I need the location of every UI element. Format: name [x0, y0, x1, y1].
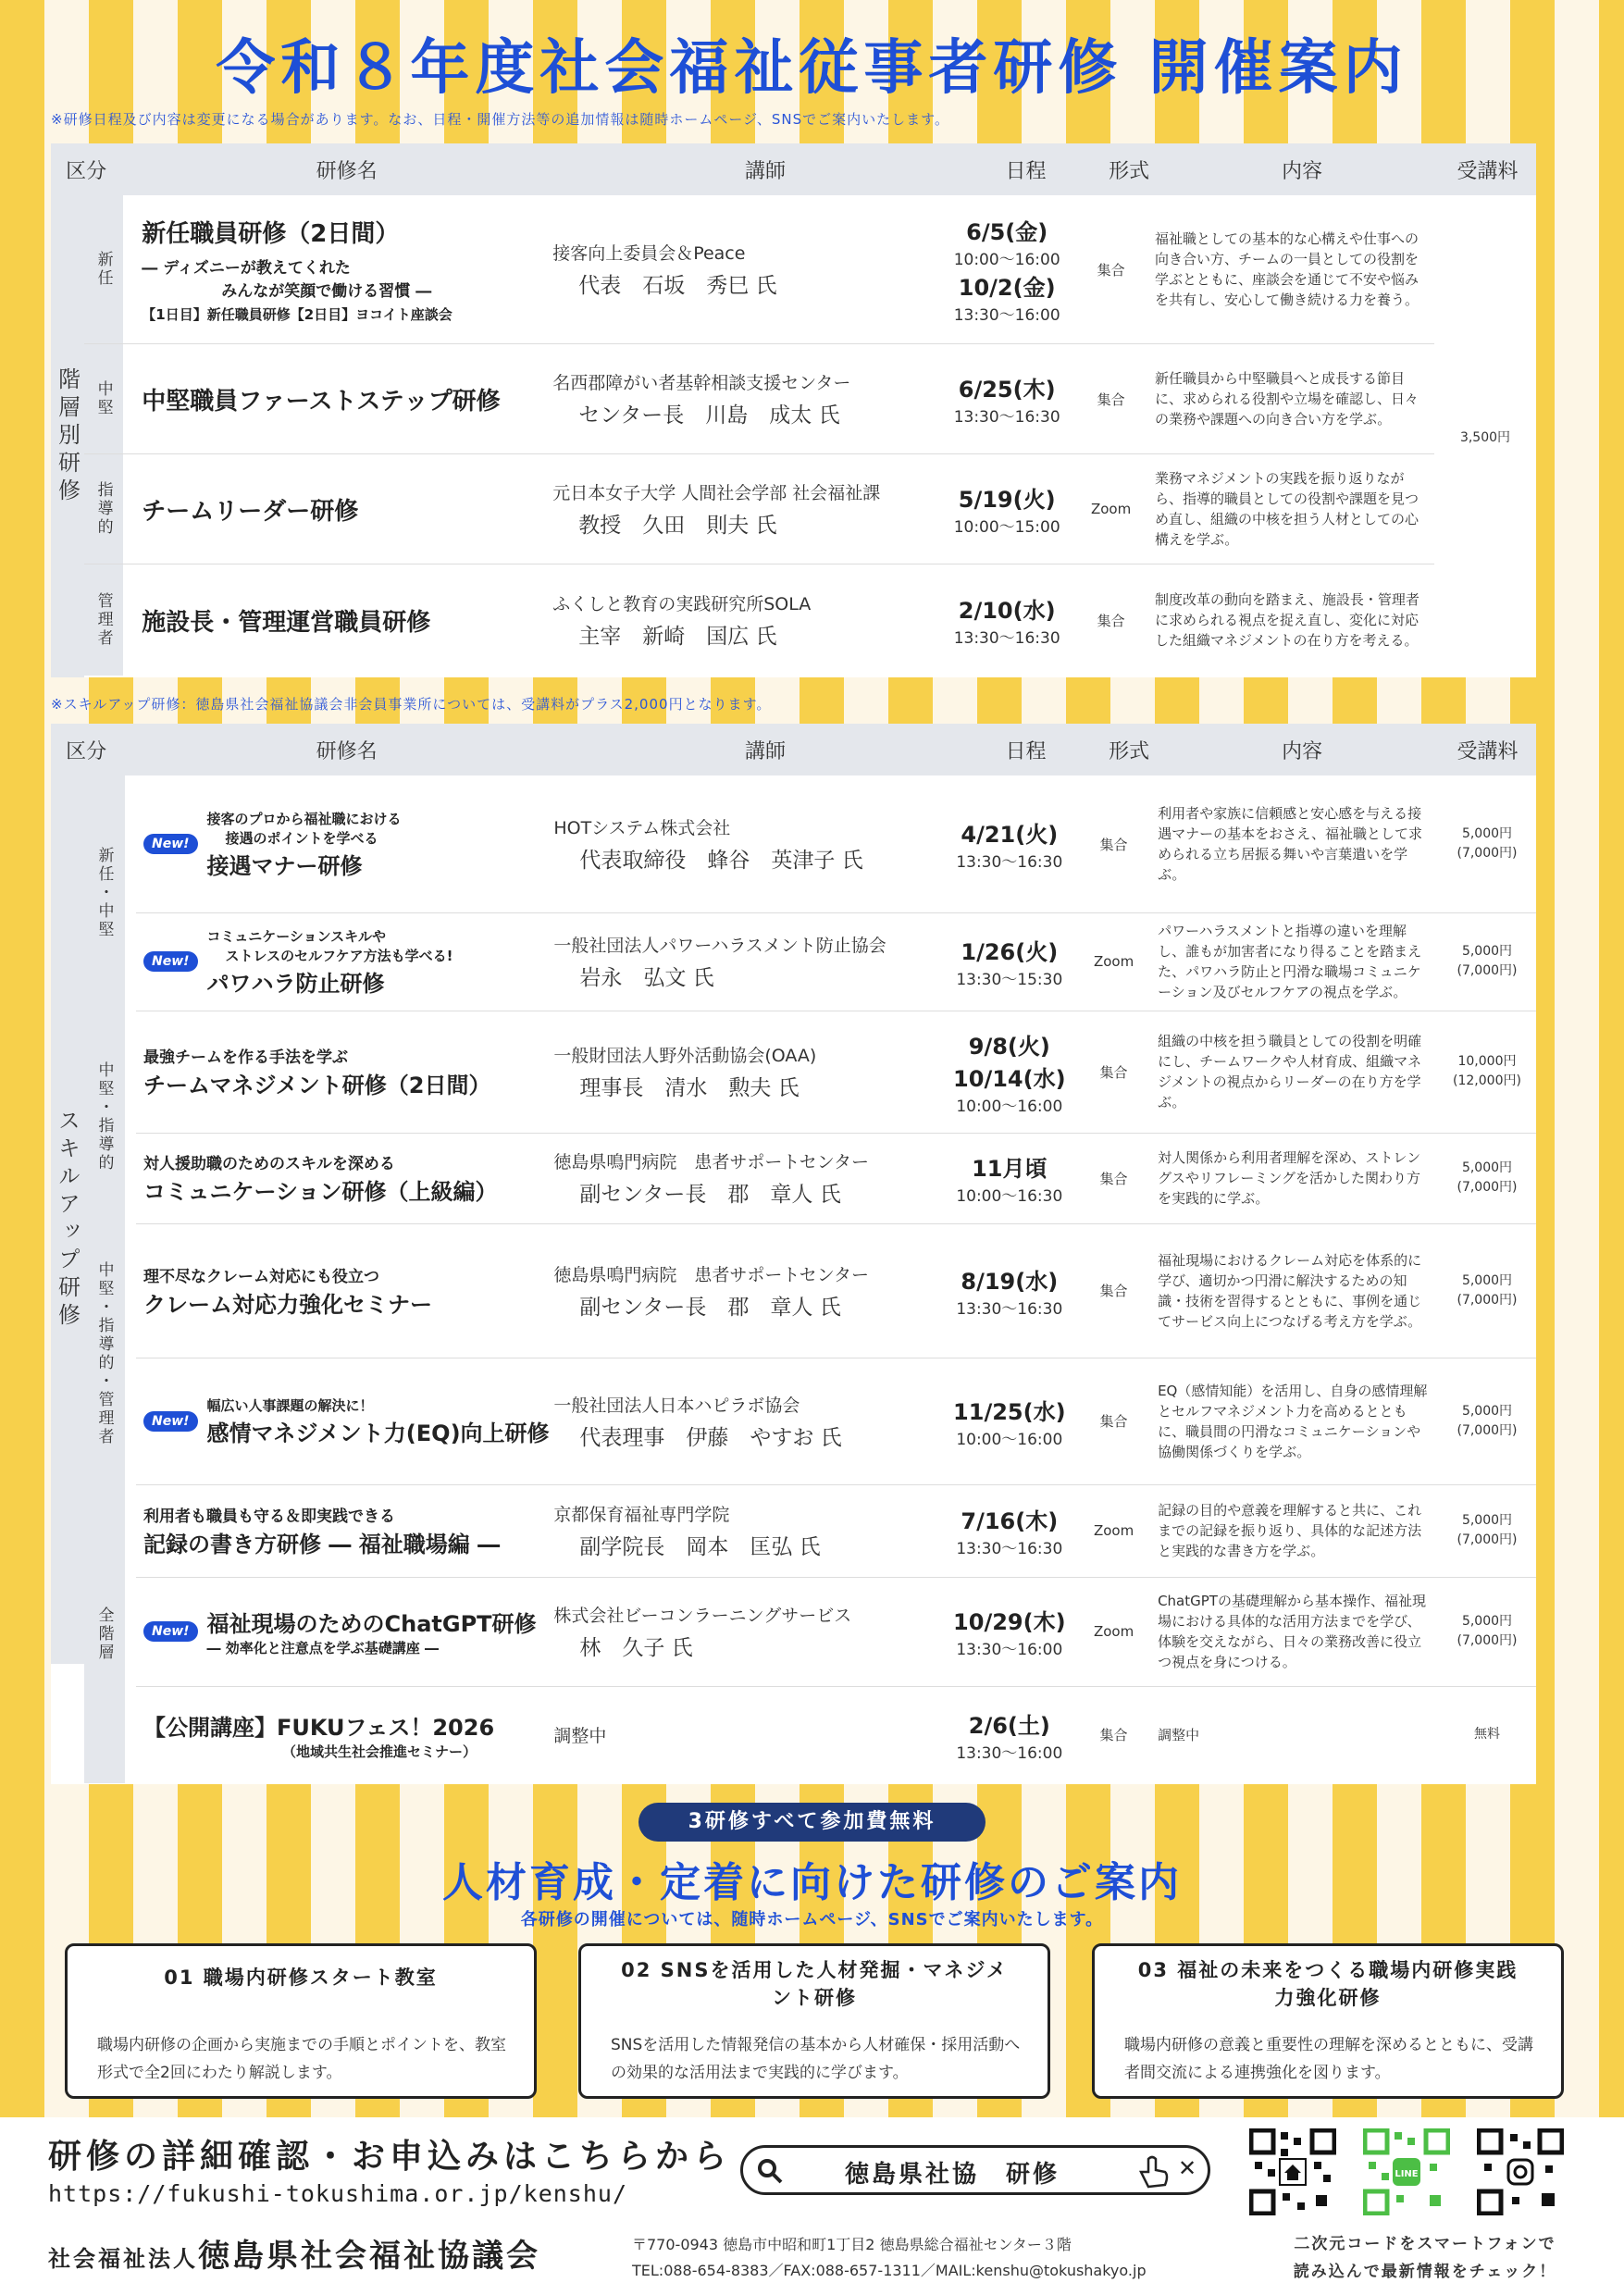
row-sub-category: 新任・中堅	[84, 775, 125, 1011]
lecturer: 一般社団法人日本ハピラボ協会 代表理事 伊藤 やすお 氏	[553, 1395, 842, 1450]
new-badge: New!	[143, 1411, 198, 1432]
course-name: 中堅職員ファーストステップ研修	[142, 387, 501, 416]
header-date: 日程	[1005, 159, 1047, 183]
new-badge: New!	[143, 951, 198, 972]
header-category: 区分	[66, 159, 107, 183]
qr-code-line[interactable]	[1363, 2128, 1450, 2215]
note-top: ※研修日程及び内容は変更になる場合があります。なお、日程・開催方法等の追加情報は随時ホームページ、SNSでご案内いたします。	[51, 111, 949, 128]
program-box-02	[578, 1943, 1050, 2099]
header-lecturer: 講師	[744, 739, 786, 763]
subtitle-note: 各研修の開催については、随時ホームページ、SNSでご案内いたします。	[520, 1910, 1104, 1929]
close-icon[interactable]: ✕	[1178, 2155, 1197, 2181]
footer-url[interactable]: https://fukushi-tokushima.or.jp/kenshu/	[48, 2180, 627, 2207]
row-sub-category: 全階層	[84, 1484, 125, 1784]
fee: 5,000円 (7,000円)	[1457, 1272, 1518, 1308]
header-fee: 受講料	[1457, 739, 1519, 763]
header-format: 形式	[1109, 739, 1150, 763]
schedule: 7/16(木) 13:30～16:30	[956, 1508, 1063, 1558]
lecturer: 一般財団法人野外活動協会(OAA) 理事長 清水 勲夫 氏	[553, 1046, 817, 1100]
lecturer: 調整中	[553, 1726, 607, 1746]
course-name: 新任職員研修（2日間） ― ディズニーが教えてくれた みんなが笑顔で働ける習慣 ― 【1日目】新任職員研修【2日目】ヨコイト座談会	[142, 220, 452, 323]
category-label: 階層別研修	[51, 195, 84, 677]
lecturer: 京都保育福祉専門学院 副学院長 岡本 匡弘 氏	[553, 1505, 821, 1559]
table-row	[136, 1011, 1536, 1134]
free-badge: 3研修すべて参加費無料	[638, 1803, 986, 1842]
program-box-03	[1092, 1943, 1564, 2099]
format: 集合	[1099, 1170, 1128, 1187]
content: パワーハラスメントと指導の違いを理解し、誰もが加害者になり得ることを踏まえた、パワハラ防止と円滑な職場コミュニケーション及びセルフケアの視点を学ぶ。	[1158, 923, 1422, 1000]
content: 制度改革の動向を踏まえ、施設長・管理者に求められる視点を捉え直し、変化に対応した組織マネジメントの在り方を考える。	[1154, 591, 1419, 649]
search-icon	[756, 2157, 784, 2185]
table-row	[136, 775, 1536, 913]
schedule: 5/19(火) 10:00～15:00	[953, 487, 1060, 537]
format: 集合	[1099, 1283, 1128, 1299]
line-icon	[1363, 2128, 1450, 2215]
program-title: 01 職場内研修スタート教室	[164, 1966, 438, 1989]
section-skillup-training	[51, 724, 1536, 1784]
program-description: 職場内研修の企画から実施までの手順とポイントを、教室形式で全2回にわたり解説します。	[97, 2036, 506, 2082]
home-icon	[1249, 2128, 1336, 2215]
lecturer: 株式会社ビーコンラーニングサービス 林 久子 氏	[553, 1606, 852, 1660]
section-tiered-training	[51, 143, 1536, 677]
schedule: 8/19(水) 13:30～16:30	[956, 1268, 1063, 1319]
format: 集合	[1097, 612, 1125, 629]
course-name: 【公開講座】FUKUフェス！2026 （地域共生社会推進セミナー）	[143, 1714, 495, 1760]
schedule: 9/8(火) 10/14(水) 10:00～16:00	[953, 1033, 1066, 1116]
lecturer: 徳島県鳴門病院 患者サポートセンター 副センター長 郡 章人 氏	[553, 1264, 869, 1320]
lecturer: 元日本女子大学 人間社会学部 社会福祉課 教授 久田 則夫 氏	[552, 483, 881, 538]
fee: 無料	[1473, 1727, 1500, 1742]
lecturer: HOTシステム株式会社 代表取締役 蜂谷 英津子 氏	[553, 818, 863, 873]
content: 業務マネジメントの実践を振り返りながら、指導的職員としての役割や課題を見つめ直し、組織の中核を担う人材としての心構えを学ぶ。	[1154, 470, 1419, 548]
schedule: 4/21(火) 13:30～16:30	[956, 822, 1063, 872]
format: 集合	[1099, 836, 1128, 853]
program-box-01	[65, 1943, 537, 2099]
content: 調整中	[1158, 1726, 1200, 1743]
table-row	[136, 912, 1536, 1011]
row-sub-category: 新任	[84, 195, 123, 343]
content: 記録の目的や意義を理解すると共に、これまでの記録を振り返り、具体的な記述方法と実践的な書き方を学ぶ。	[1158, 1502, 1422, 1559]
header-date: 日程	[1005, 739, 1047, 763]
svg-text:LINE: LINE	[1395, 2169, 1419, 2179]
table-row	[84, 454, 1434, 564]
schedule: 6/5(金) 10:00～16:00 10/2(金) 13:30～16:00	[953, 219, 1060, 325]
table-row	[136, 1484, 1536, 1578]
format: Zoom	[1093, 953, 1134, 970]
fee: 5,000円 (7,000円)	[1457, 1160, 1518, 1195]
table-header	[51, 143, 1536, 195]
header-fee: 受講料	[1457, 159, 1519, 183]
header-name: 研修名	[316, 739, 378, 763]
table-row	[136, 1686, 1536, 1783]
note-mid: ※スキルアップ研修：徳島県社会福祉協議会非会員事業所については、受講料がプラス2,000円となります。	[51, 696, 772, 713]
course-name: New! 接客のプロから福祉職における 接遇のポイントを学べる 接遇マナー研修	[136, 809, 553, 880]
program-description: SNSを活用した情報発信の基本から人材確保・採用活動への効果的な活用法まで実践的に学びます。	[611, 2036, 1021, 2082]
schedule: 10/29(木) 13:30～16:00	[953, 1609, 1066, 1659]
page-title: 令和８年度社会福祉従事者研修 開催案内	[216, 34, 1408, 103]
table-header	[51, 724, 1536, 775]
program-description: 職場内研修の意義と重要性の理解を深めるとともに、受講者間交流による連携強化を図ります。	[1124, 2036, 1533, 2082]
lecturer: 名西郡障がい者基幹相談支援センター センター長 川島 成太 氏	[552, 373, 851, 428]
course-name: 施設長・管理運営職員研修	[142, 608, 431, 637]
content: 福祉現場におけるクレーム対応を体系的に学び、適切かつ円滑に解決するための知識・技術を習得するとともに、事例を通じてサービス向上につなげる考え方を学ぶ。	[1158, 1251, 1422, 1330]
table-row	[136, 1577, 1536, 1687]
row-sub-category: 中堅・指導的	[84, 1011, 125, 1224]
schedule: 2/6(土) 13:30～16:00	[956, 1712, 1063, 1763]
course-name: 利用者も職員も守る＆即実践できる 記録の書き方研修 ― 福祉職場編 ―	[143, 1507, 501, 1557]
footer-address: 〒770-0943 徳島市中昭和町1丁目2 徳島県総合福祉センター３階 TEL:088-654-8383／FAX:088-657-1311／MAIL:kenshu@tokushakyo.jp	[632, 2236, 1147, 2279]
schedule: 1/26(火) 13:30～15:30	[956, 939, 1063, 989]
qr-code-instagram[interactable]	[1477, 2128, 1564, 2215]
content: 組織の中核を担う職員としての役割を明確にし、チームワークや人材育成、組織マネジメントの視点からリーダーの在り方を学ぶ。	[1158, 1033, 1422, 1110]
row-sub-category: 中堅	[84, 344, 123, 453]
format: 集合	[1099, 1063, 1128, 1081]
program-title: 02 SNSを活用した人材発掘・マネジメント研修	[621, 1959, 1008, 2009]
fee: 5,000円 (7,000円)	[1457, 1403, 1518, 1438]
header-content: 内容	[1282, 739, 1323, 763]
header-name: 研修名	[316, 159, 378, 183]
schedule: 6/25(木) 13:30～16:30	[953, 377, 1060, 427]
course-name: 対人援助職のためのスキルを深める コミュニケーション研修（上級編）	[143, 1155, 498, 1205]
lecturer: 一般社団法人パワーハラスメント防止協会 岩永 弘文 氏	[553, 936, 886, 990]
new-badge: New!	[143, 834, 198, 854]
schedule: 11/25(水) 10:00～16:00	[953, 1398, 1066, 1449]
row-sub-category: 指導的	[84, 454, 123, 564]
lecturer: ふくしと教育の実践研究所SOLA 主宰 新崎 国広 氏	[552, 594, 812, 649]
format: Zoom	[1090, 501, 1132, 517]
search-query: 徳島県社協 研修	[845, 2161, 1060, 2189]
lecturer: 徳島県鳴門病院 患者サポートセンター 副センター長 郡 章人 氏	[553, 1152, 869, 1207]
footer-heading: 研修の詳細確認・お申込みはこちらから	[48, 2138, 732, 2176]
content: 対人関係から利用者理解を深め、ストレングスやリフレーミングを活かした関わり方を実践的に学ぶ。	[1158, 1149, 1421, 1207]
subtitle: 人材育成・定着に向けた研修のご案内	[442, 1859, 1182, 1906]
table-row	[136, 1133, 1536, 1224]
course-name: New! 福祉現場のためのChatGPT研修 ― 効率化と注意点を学ぶ基礎講座 ―	[136, 1606, 553, 1657]
lecturer: 接客向上委員会＆Peace 代表 石坂 秀巳 氏	[552, 243, 777, 298]
format: 集合	[1099, 1413, 1128, 1430]
course-name: 最強チームを作る手法を学ぶ チームマネジメント研修（2日間）	[143, 1048, 491, 1098]
instagram-icon	[1477, 2128, 1564, 2215]
program-title: 03 福祉の未来をつくる職場内研修実践力強化研修	[1137, 1959, 1519, 2009]
format: 集合	[1097, 261, 1125, 279]
qr-caption: 二次元コードをスマートフォンで 読み込んで最新情報をチェック！	[1293, 2235, 1557, 2281]
course-name: 理不尽なクレーム対応にも役立つ クレーム対応力強化セミナー	[143, 1267, 432, 1318]
table-row	[84, 195, 1434, 344]
table-row	[84, 344, 1434, 454]
fee-cell: 3,500円	[1459, 429, 1511, 445]
course-name: チームリーダー研修	[142, 497, 359, 526]
footer	[0, 2117, 1624, 2295]
course-name: New! コミュニケーションスキルや ストレスのセルフケア方法も学べる! パワハラ防止研修	[136, 926, 553, 998]
footer-organization: 社会福祉法人徳島県社会福祉協議会	[48, 2238, 540, 2275]
content: EQ（感情知能）を活用し、自身の感情理解とセルフマネジメント力を高めるとともに、職員間の円滑なコミュニケーションや協働関係づくりを学ぶ。	[1158, 1382, 1428, 1460]
table-row	[84, 564, 1434, 676]
fee: 5,000円 (7,000円)	[1457, 944, 1518, 978]
format: Zoom	[1093, 1623, 1134, 1640]
table-row	[136, 1358, 1536, 1485]
format: 集合	[1099, 1727, 1128, 1743]
qr-code-home[interactable]	[1249, 2128, 1336, 2215]
schedule: 2/10(水) 13:30～16:30	[953, 598, 1060, 648]
content: ChatGPTの基礎理解から基本操作、福祉現場における具体的な活用方法までを学び、体験を交えながら、日々の業務改善に役立つ視点を身につける。	[1158, 1593, 1426, 1670]
header-category: 区分	[66, 739, 107, 763]
category-label: スキルアップ研修	[51, 775, 84, 1664]
pointer-hand-icon	[1132, 2153, 1172, 2190]
header-content: 内容	[1282, 159, 1323, 183]
schedule: 11月頃 10:00～16:30	[956, 1156, 1063, 1206]
fee: 5,000円 (7,000円)	[1457, 1513, 1518, 1547]
header-format: 形式	[1109, 159, 1150, 183]
course-name: New! 幅広い人事課題の解決に！ 感情マネジメント力(EQ)向上研修	[136, 1396, 553, 1447]
fee: 5,000円 (7,000円)	[1457, 1614, 1518, 1648]
row-sub-category: 中堅・指導的・管理者	[84, 1223, 125, 1485]
table-row	[136, 1223, 1536, 1358]
format: Zoom	[1093, 1522, 1134, 1539]
row-sub-category: 管理者	[84, 564, 123, 676]
new-badge: New!	[143, 1621, 198, 1642]
header-lecturer: 講師	[744, 159, 786, 183]
search-box[interactable]	[740, 2145, 1210, 2195]
fee: 5,000円 (7,000円)	[1457, 826, 1518, 861]
fee: 10,000円 (12,000円)	[1453, 1054, 1521, 1088]
content: 新任職員から中堅職員へと成長する節目に、求められる役割や立場を確認し、日々の業務や課題への向き合い方を学ぶ。	[1154, 370, 1419, 428]
content: 利用者や家族に信頼感と安心感を与える接遇マナーの基本をおさえ、福祉職として求められる立ち居振る舞いや言葉遣いを学ぶ。	[1158, 805, 1422, 883]
content: 福祉職としての基本的な心構えや仕事への向き合い方、チームの一員としての役割を学ぶとともに、座談会を通じて不安や悩みを共有し、安心して働き続ける力を養う。	[1154, 230, 1419, 308]
format: 集合	[1097, 391, 1125, 408]
